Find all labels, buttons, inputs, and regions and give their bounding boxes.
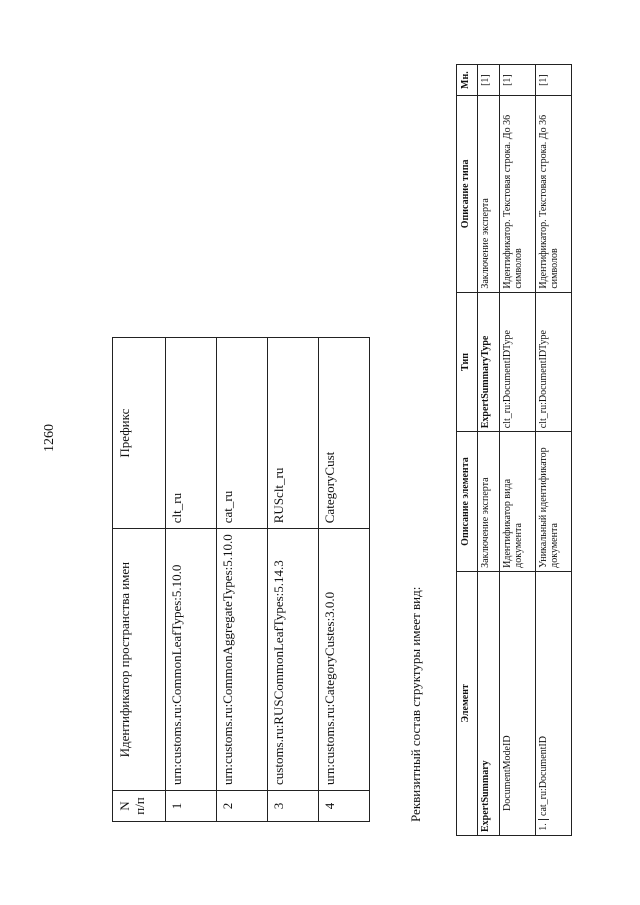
row-index: 1. <box>538 819 549 832</box>
row-type: clt_ru:DocumentIDType <box>500 292 536 432</box>
row-uri: urn:customs.ru:CategoryCustes:3.0.0 <box>319 529 370 791</box>
header-namespace-id: Идентификатор пространства имен <box>113 529 166 791</box>
header-element-description: Описание элемента <box>457 432 478 572</box>
row-multiplicity: [1] <box>536 65 572 96</box>
structure-caption: Реквизитный состав структуры имеет вид: <box>408 586 423 822</box>
table-row <box>217 338 268 822</box>
row-type-description: Идентификатор. Текстовая строка. До 36 символов <box>536 96 572 293</box>
page-number: 1260 <box>42 424 57 452</box>
row-uri: customs.ru:RUSCommonLeafTypes:5.14.3 <box>268 529 319 791</box>
header-type-description: Описание типа <box>457 96 478 293</box>
row-element: DocumentModeID <box>500 571 536 835</box>
structure-table <box>456 64 572 836</box>
table-row <box>268 338 319 822</box>
row-description: Заключение эксперта <box>478 432 500 572</box>
row-prefix: CategoryCust <box>319 338 370 529</box>
row-multiplicity: [1] <box>500 65 536 96</box>
table-row <box>500 65 536 836</box>
row-description: Идентификатор вида документа <box>500 432 536 572</box>
row-uri: urn:customs.ru:CommonAggregateTypes:5.10.0 <box>217 529 268 791</box>
row-element: cat_ru:DocumentID <box>538 736 549 816</box>
row-prefix: RUSclt_ru <box>268 338 319 529</box>
namespace-table-header <box>113 338 166 822</box>
row-uri: urn:customs.ru:CommonLeafTypes:5.10.0 <box>166 529 217 791</box>
row-type-description: Заключение эксперта <box>478 96 500 293</box>
table-row <box>166 338 217 822</box>
row-multiplicity: [1] <box>478 65 500 96</box>
header-multiplicity: Мн. <box>457 65 478 96</box>
row-description: Уникальный идентификатор документа <box>536 432 572 572</box>
row-num: 3 <box>268 791 319 822</box>
structure-table-header <box>457 65 478 836</box>
header-num: N п/п <box>113 791 166 822</box>
namespace-table <box>112 337 370 822</box>
row-element-cell <box>536 571 572 835</box>
table-row <box>478 65 500 836</box>
header-type: Тип <box>457 292 478 432</box>
row-type-description: Идентификатор. Текстовая строка. До 36 символов <box>500 96 536 293</box>
row-num: 4 <box>319 791 370 822</box>
row-type: clt_ru:DocumentIDType <box>536 292 572 432</box>
row-prefix: clt_ru <box>166 338 217 529</box>
header-element: Элемент <box>457 571 478 835</box>
table-row <box>536 65 572 836</box>
row-num: 1 <box>166 791 217 822</box>
row-num: 2 <box>217 791 268 822</box>
table-row <box>319 338 370 822</box>
header-prefix: Префикс <box>113 338 166 529</box>
row-prefix: cat_ru <box>217 338 268 529</box>
row-type: ExpertSummaryType <box>478 292 500 432</box>
row-element: ExpertSummary <box>478 571 500 835</box>
